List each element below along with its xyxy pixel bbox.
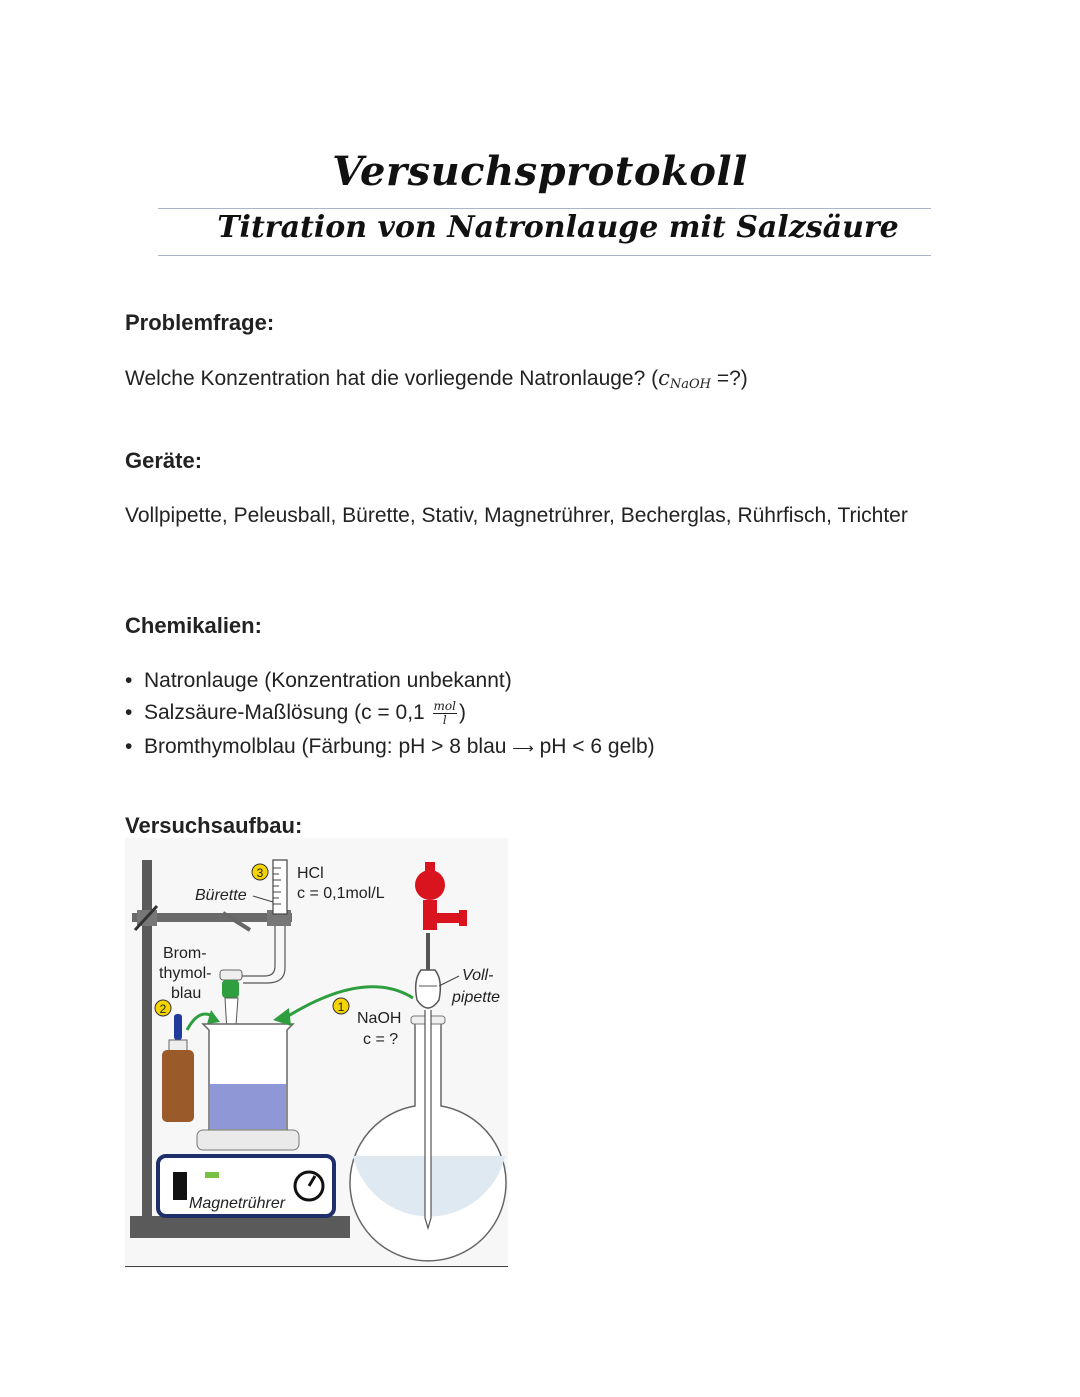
indicator-bottle bbox=[162, 1050, 194, 1122]
problem-question bbox=[125, 364, 748, 399]
svg-text:2: 2 bbox=[159, 1002, 167, 1016]
stirrer-plate bbox=[197, 1130, 299, 1150]
unit-fraction: $\frac{\text{mol}}{l}$ bbox=[433, 698, 456, 727]
svg-text:3: 3 bbox=[256, 866, 264, 880]
title-divider-top bbox=[158, 208, 931, 209]
devices-list: Vollpipette, Peleusball, Bürette, Stativ, Magnetrührer, Becherglas, Rührfisch, Trichter bbox=[125, 504, 908, 527]
label-indicator-2: thymol- bbox=[159, 965, 212, 982]
label-naoh-conc: c = ? bbox=[363, 1031, 399, 1048]
pipette-bulb bbox=[416, 970, 441, 1008]
label-naoh: NaOH bbox=[357, 1010, 402, 1027]
figure-divider bbox=[125, 1266, 508, 1267]
label-pipette-1: Voll- bbox=[462, 967, 494, 984]
title-divider-bottom bbox=[158, 255, 931, 256]
stirrer-switch bbox=[173, 1172, 187, 1200]
stopcock-icon bbox=[220, 970, 242, 980]
list-item: • Natronlauge (Konzentration unbekannt) bbox=[125, 669, 512, 692]
dropper-icon bbox=[174, 1014, 182, 1040]
label-hcl: HCl bbox=[297, 865, 324, 882]
titration-setup-diagram bbox=[125, 838, 508, 1268]
label-stirrer: Magnetrührer bbox=[189, 1195, 286, 1212]
label-pipette-2: pipette bbox=[452, 989, 501, 1006]
chemicals-heading: Chemikalien: bbox=[125, 613, 262, 638]
chemicals-list bbox=[125, 666, 655, 764]
beaker-solution bbox=[210, 1084, 286, 1129]
document-subtitle: Titration von Natronlauge mit Salzsäure bbox=[217, 210, 899, 245]
chemical-naoh: Natronlauge (Konzentration unbekannt) bbox=[144, 669, 512, 692]
stirrer-led bbox=[205, 1172, 219, 1178]
chemical-hcl: Salzsäure-Maßlösung (c = 0,1 bbox=[144, 701, 431, 724]
document-title: Versuchsprotokoll bbox=[332, 148, 748, 195]
pipette-stem bbox=[425, 1010, 431, 1228]
problem-formula-end: =?) bbox=[711, 367, 748, 390]
devices-heading: Geräte: bbox=[125, 448, 203, 473]
list-item: • Bromthymolblau (Färbung: pH > 8 blau ⟶ pH < 6 gelb) bbox=[125, 735, 655, 758]
label-indicator-3: blau bbox=[171, 985, 202, 1002]
chemical-indicator: Bromthymolblau (Färbung: pH > 8 blau bbox=[144, 735, 513, 758]
peleus-ball-icon bbox=[415, 870, 445, 900]
label-hcl-conc: c = 0,1mol/L bbox=[297, 885, 385, 902]
label-indicator-1: Brom- bbox=[163, 945, 207, 962]
arrow-icon: ⟶ bbox=[512, 740, 534, 757]
burette-tip-green bbox=[222, 980, 239, 998]
svg-text:1: 1 bbox=[337, 1000, 345, 1014]
list-item: • Salzsäure-Maßlösung (c = 0,1 $\frac{\text{mol}}{l}$ ) bbox=[125, 698, 466, 727]
label-burette: Bürette bbox=[195, 887, 247, 904]
setup-heading: Versuchsaufbau: bbox=[125, 813, 303, 838]
problem-question-text: Welche Konzentration hat die vorliegende Natronlauge? ( bbox=[125, 367, 659, 390]
problem-heading: Problemfrage: bbox=[125, 310, 275, 335]
stand-base bbox=[130, 1216, 350, 1238]
problem-formula: cNaOH bbox=[658, 366, 712, 392]
